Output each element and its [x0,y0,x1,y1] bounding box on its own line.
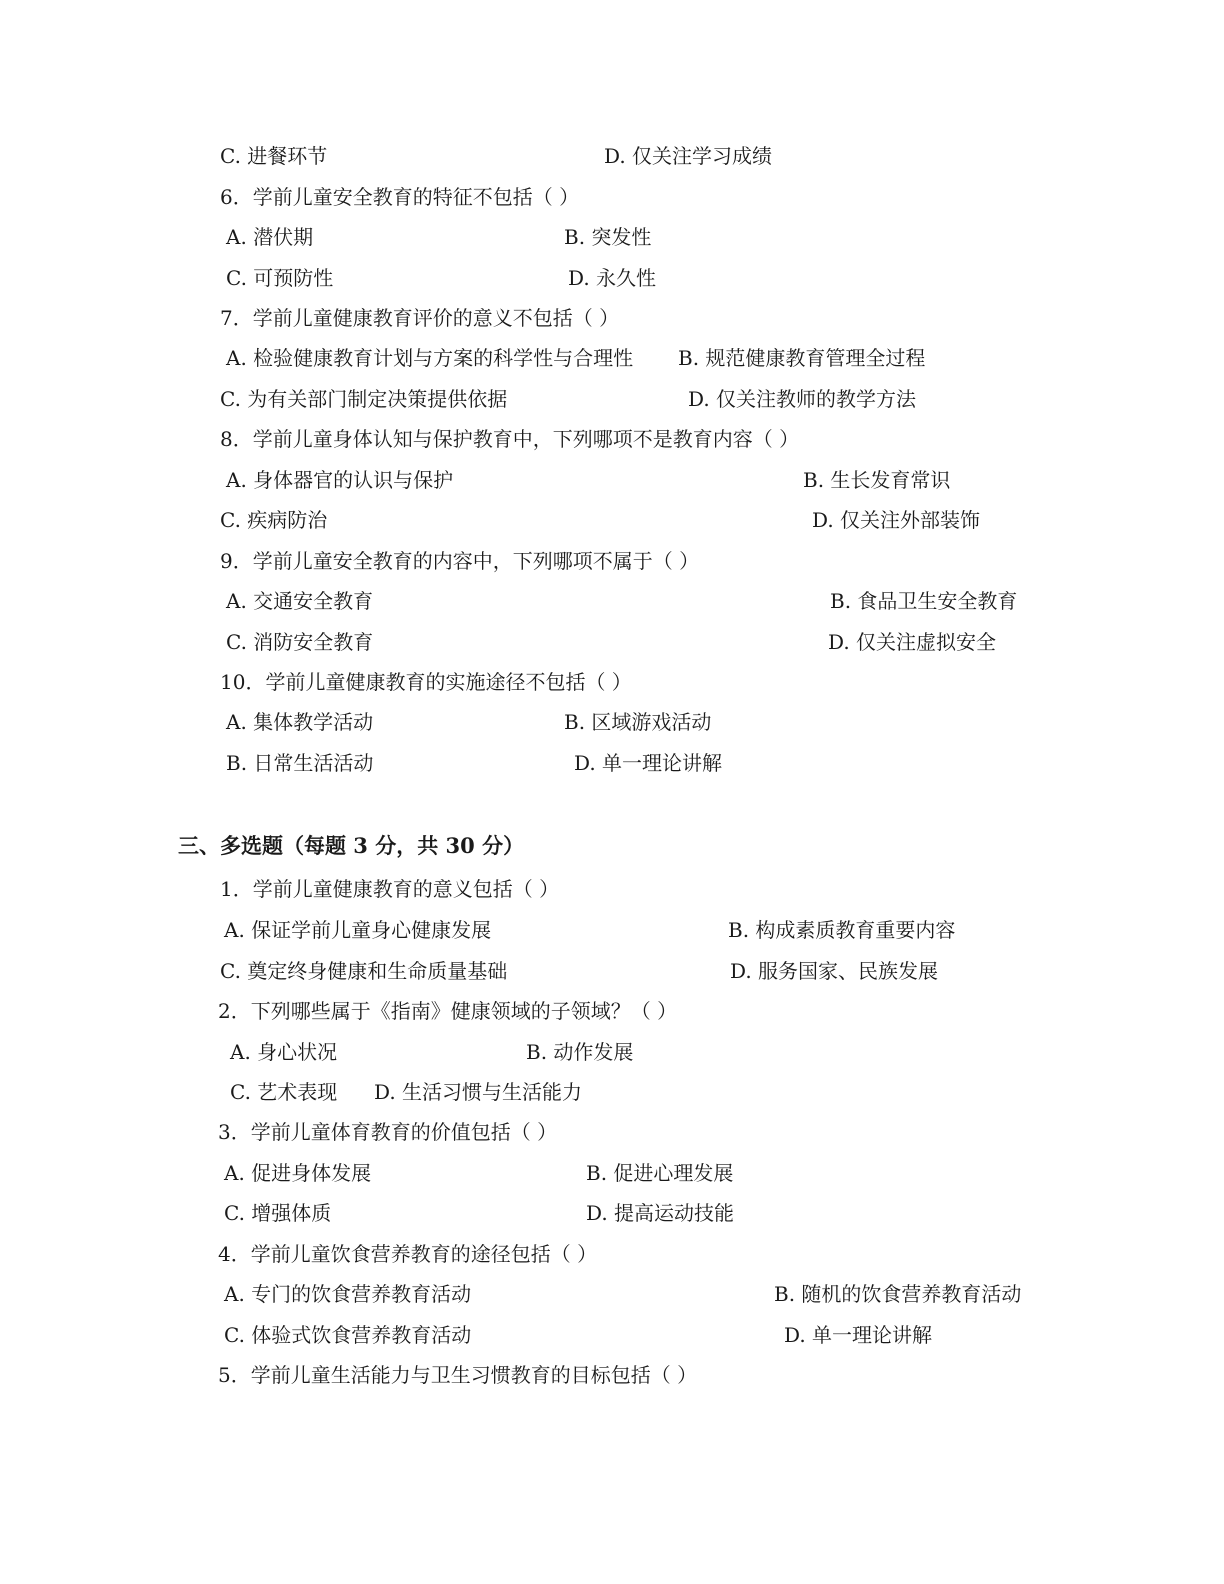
q8-stem: 8．学前儿童身体认知与保护教育中，下列哪项不是教育内容（ ） [220,427,800,451]
mq3-option-d: D. 提高运动技能 [586,1201,735,1225]
q10-option-c: B. 日常生活活动 [226,751,374,775]
mq2-option-a: A. 身心状况 [230,1040,338,1064]
mq3-option-b: B. 促进心理发展 [586,1161,734,1185]
mq4-option-c: C. 体验式饮食营养教育活动 [224,1323,472,1347]
mq5-stem: 5．学前儿童生活能力与卫生习惯教育的目标包括（ ） [218,1363,698,1387]
q8-option-d: D. 仅关注外部装饰 [812,508,981,532]
q10-option-b: B. 区域游戏活动 [564,710,712,734]
q10-option-d: D. 单一理论讲解 [574,751,723,775]
q7-option-b: B. 规范健康教育管理全过程 [678,346,926,370]
q9-option-b: B. 食品卫生安全教育 [830,589,1018,613]
q5-option-c: C. 进餐环节 [220,144,328,168]
q10-stem: 10．学前儿童健康教育的实施途径不包括（ ） [220,670,632,694]
q10-option-a: A. 集体教学活动 [226,710,374,734]
mq4-stem: 4．学前儿童饮食营养教育的途径包括（ ） [218,1242,598,1266]
q7-option-c: C. 为有关部门制定决策提供依据 [220,387,508,411]
q7-option-d: D. 仅关注教师的教学方法 [688,387,917,411]
q9-stem: 9．学前儿童安全教育的内容中，下列哪项不属于（ ） [220,549,700,573]
q9-option-d: D. 仅关注虚拟安全 [828,630,997,654]
q8-option-b: B. 生长发育常识 [803,468,951,492]
mq1-option-c: C. 奠定终身健康和生命质量基础 [220,959,508,983]
mq4-option-d: D. 单一理论讲解 [784,1323,933,1347]
q7-stem: 7．学前儿童健康教育评价的意义不包括（ ） [220,306,620,330]
mq1-option-a: A. 保证学前儿童身心健康发展 [224,918,492,942]
mq1-stem: 1．学前儿童健康教育的意义包括（ ） [220,877,560,901]
mq3-stem: 3．学前儿童体育教育的价值包括（ ） [218,1120,558,1144]
mq2-stem: 2．下列哪些属于《指南》健康领域的子领域？（ ） [218,999,678,1023]
mq3-option-c: C. 增强体质 [224,1201,332,1225]
q9-option-c: C. 消防安全教育 [226,630,374,654]
q6-option-b: B. 突发性 [564,225,652,249]
q6-option-c: C. 可预防性 [226,266,334,290]
q8-option-c: C. 疾病防治 [220,508,328,532]
q8-option-a: A. 身体器官的认识与保护 [226,468,454,492]
q6-option-d: D. 永久性 [568,266,657,290]
mq4-option-b: B. 随机的饮食营养教育活动 [774,1282,1022,1306]
q6-option-a: A. 潜伏期 [226,225,314,249]
section-heading-multi-choice: 三、多选题（每题 3 分，共 30 分） [178,833,525,858]
mq3-option-a: A. 促进身体发展 [224,1161,372,1185]
mq4-option-a: A. 专门的饮食营养教育活动 [224,1282,472,1306]
q5-option-d: D. 仅关注学习成绩 [604,144,773,168]
q9-option-a: A. 交通安全教育 [226,589,374,613]
q7-option-a: A. 检验健康教育计划与方案的科学性与合理性 [226,346,634,370]
q6-stem: 6．学前儿童安全教育的特征不包括（ ） [220,185,580,209]
mq2-option-d: D. 生活习惯与生活能力 [374,1080,583,1104]
mq1-option-d: D. 服务国家、民族发展 [730,959,939,983]
mq1-option-b: B. 构成素质教育重要内容 [728,918,956,942]
mq2-option-b: B. 动作发展 [526,1040,634,1064]
mq2-option-c: C. 艺术表现 [230,1080,338,1104]
